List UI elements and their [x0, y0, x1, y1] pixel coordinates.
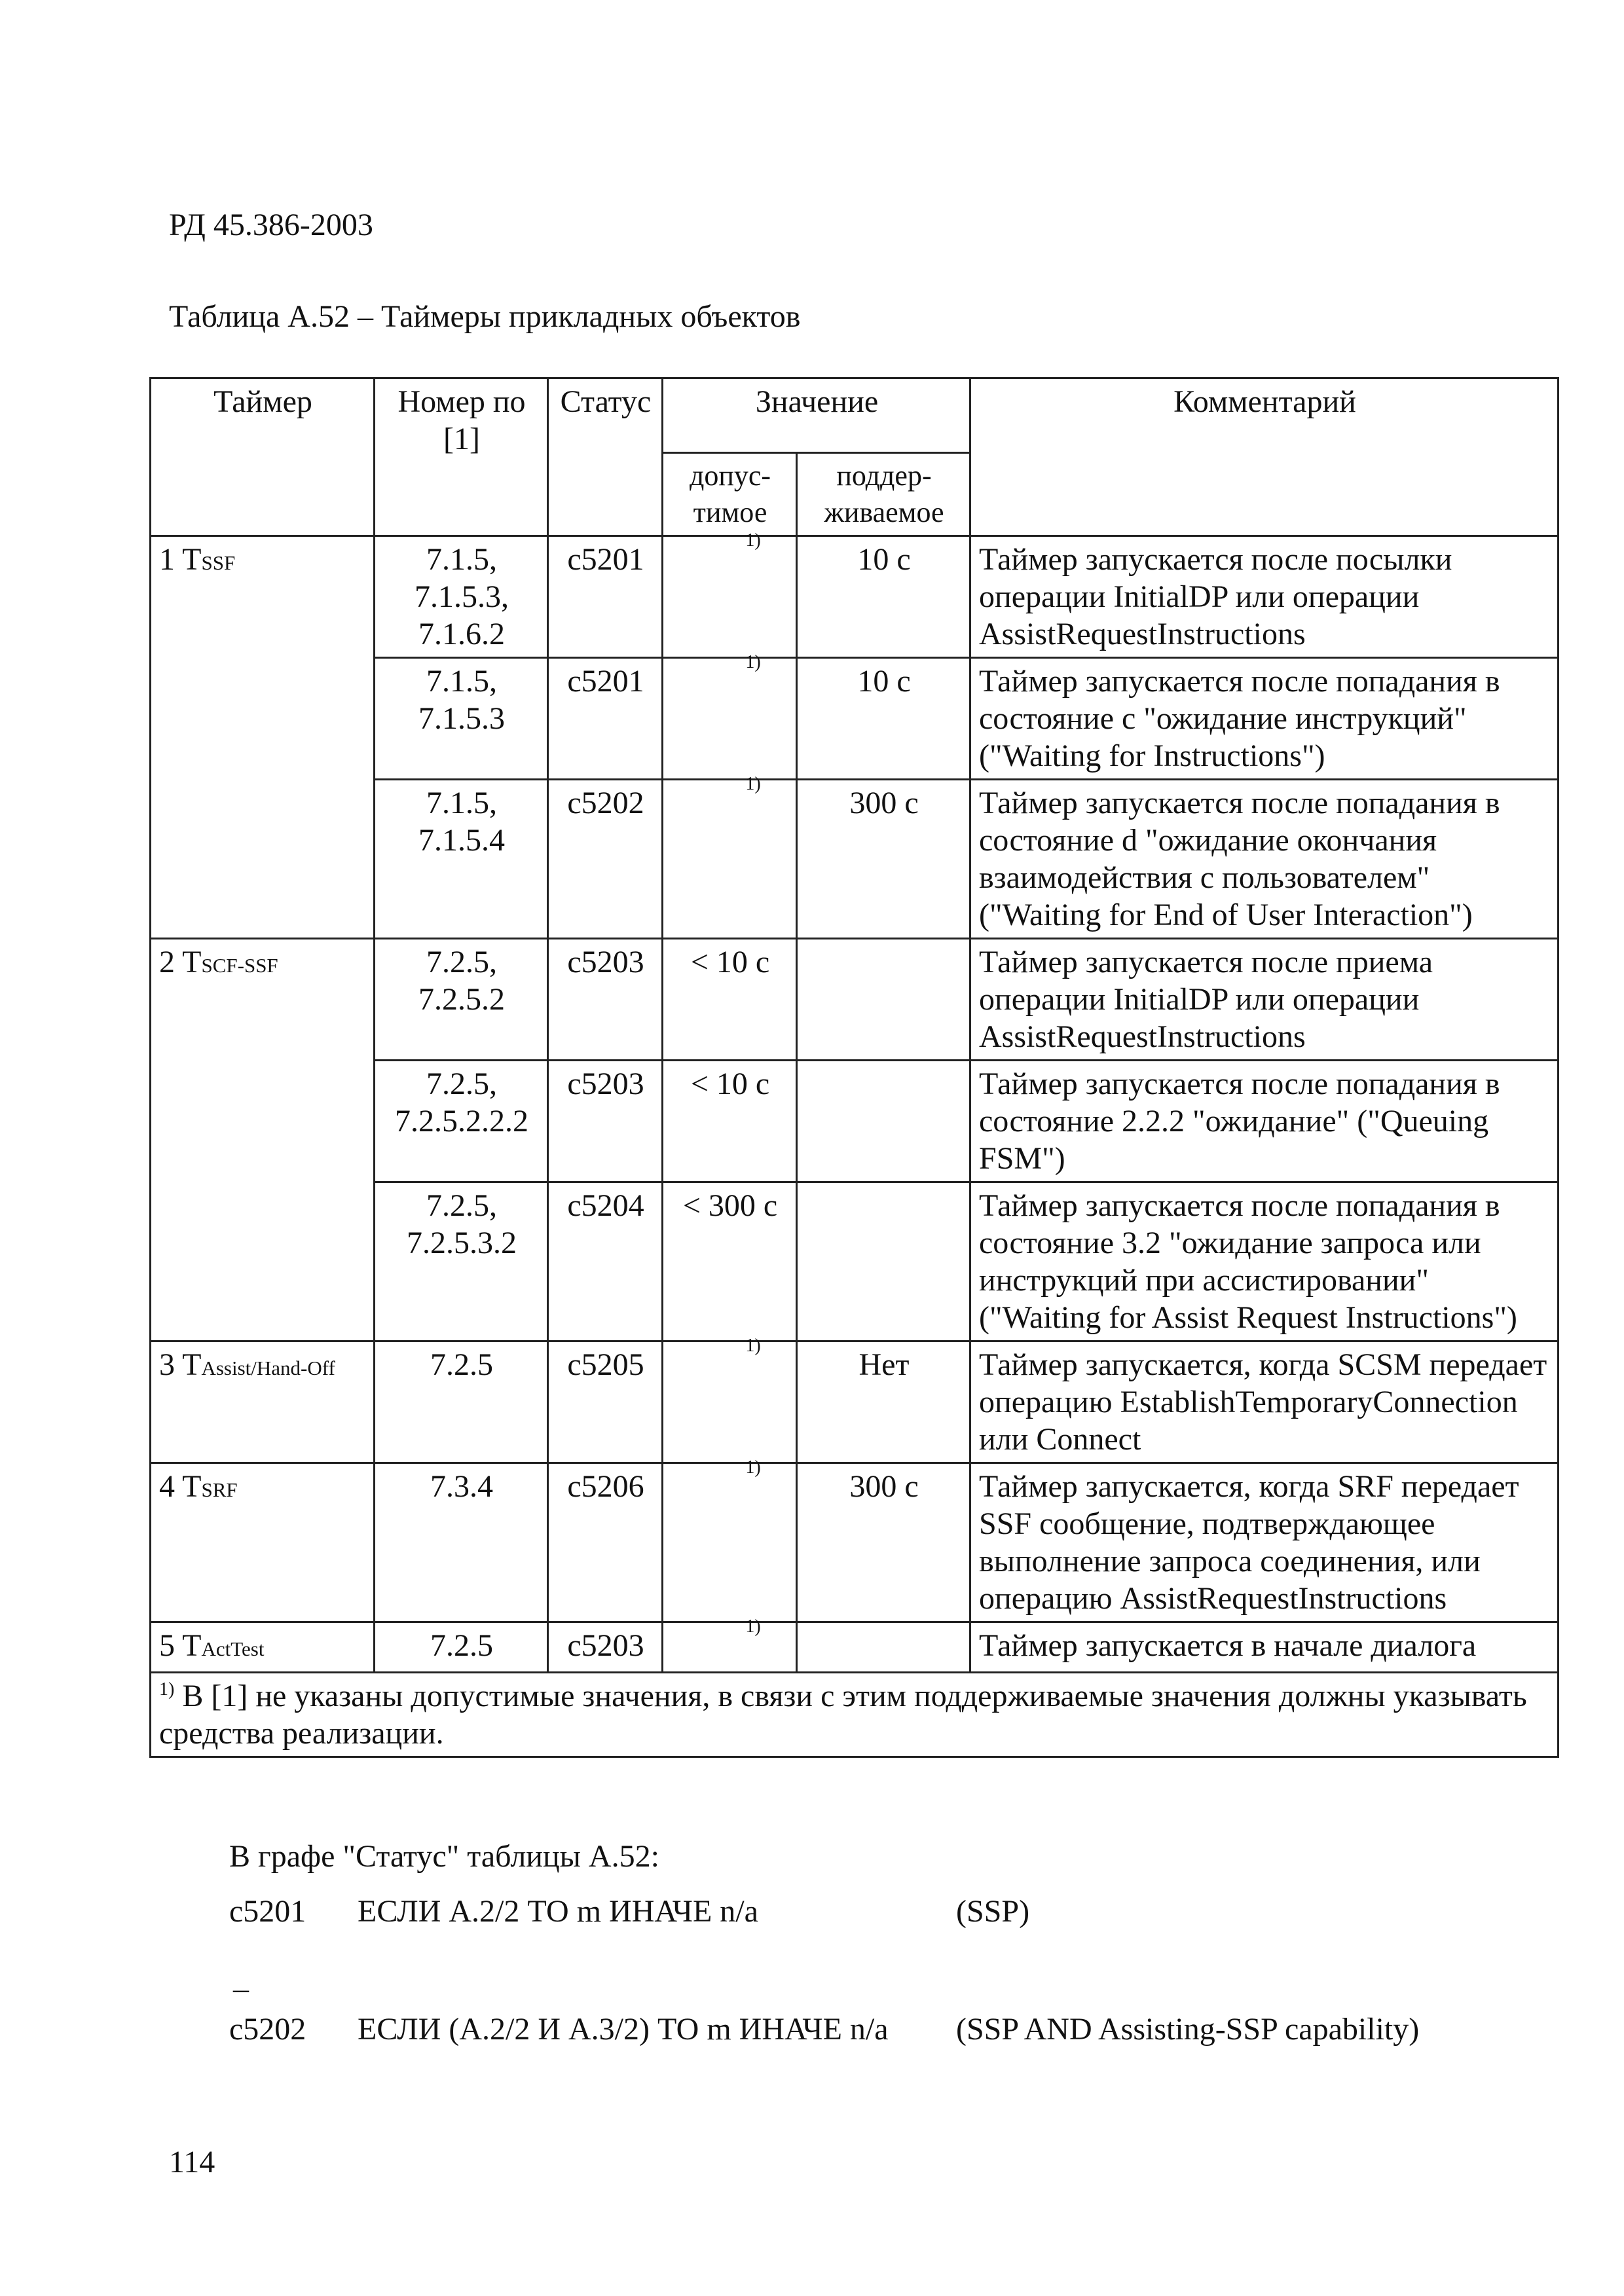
status-expression: ЕСЛИ А.2/2 ТО m ИНАЧЕ n/a — [358, 1894, 758, 1929]
comment-cell: Таймер запускается, когда SCSM передает операцию EstablishTemporaryConnection или Connect — [970, 1341, 1559, 1463]
supported-cell — [797, 1061, 970, 1182]
status-cell: c5202 — [548, 780, 663, 939]
timer-subscript: SCF-SSF — [201, 954, 278, 977]
allowed-cell: < 10 с — [663, 1061, 797, 1182]
timer-number: 5 — [159, 1628, 175, 1663]
allowed-cell: 1) — [663, 780, 797, 939]
comment-cell: Таймер запускается, когда SRF передает SSF сообщение, подтверждающее выполнение запроса соединения, или операцию AssistRequestInstructions — [970, 1463, 1559, 1622]
table-row — [151, 536, 1559, 658]
allowed-cell: 1) — [663, 536, 797, 658]
timer-number: 3 — [159, 1347, 175, 1382]
timer-name-cell — [151, 1341, 375, 1463]
table-row — [151, 1463, 1559, 1622]
ref-cell: 7.2.5, 7.2.5.2.2.2 — [375, 1061, 548, 1182]
allowed-cell: 1) — [663, 658, 797, 780]
status-cell: c5206 — [548, 1463, 663, 1622]
footnote-text: В [1] не указаны допустимые значения, в связи с этим поддерживаемые значения должны указывать средства реализации. — [159, 1679, 1527, 1751]
status-expression: ЕСЛИ (А.2/2 И А.3/2) ТО m ИНАЧЕ n/a — [358, 2012, 889, 2047]
timer-symbol: T — [182, 1628, 202, 1663]
header-value: Значение — [663, 378, 970, 453]
supported-cell — [797, 1182, 970, 1341]
timer-name-cell — [151, 1463, 375, 1622]
timer-number: 4 — [159, 1469, 175, 1504]
timer-symbol: T — [182, 945, 202, 979]
header-ref: Номер по [1] — [375, 378, 548, 536]
timer-name-cell — [151, 1622, 375, 1673]
timer-number: 2 — [159, 945, 175, 979]
supported-cell: 300 с — [797, 780, 970, 939]
header-supported: поддер-живаемое — [797, 453, 970, 536]
ref-cell: 7.2.5, 7.2.5.3.2 — [375, 1182, 548, 1341]
comment-cell: Таймер запускается после приема операции InitialDP или операции AssistRequestInstructions — [970, 939, 1559, 1061]
ref-cell: 7.3.4 — [375, 1463, 548, 1622]
footnote — [151, 1673, 1559, 1757]
comment-cell: Таймер запускается после попадания в состояние с "ожидание инструкций" ("Waiting for Instructions") — [970, 658, 1559, 780]
allowed-cell: 1) — [663, 1341, 797, 1463]
ref-cell: 7.1.5, 7.1.5.4 — [375, 780, 548, 939]
timer-name-cell — [151, 939, 375, 1341]
status-cell: c5201 — [548, 536, 663, 658]
ref-cell: 7.1.5, 7.1.5.3 — [375, 658, 548, 780]
timer-symbol: T — [182, 1347, 202, 1382]
status-code: c5201 — [229, 1894, 306, 1929]
status-cell: c5203 — [548, 939, 663, 1061]
table-row — [151, 1622, 1559, 1673]
timer-name-cell — [151, 536, 375, 939]
timer-number: 1 — [159, 542, 175, 577]
status-cell: c5205 — [548, 1341, 663, 1463]
allowed-cell: 1) — [663, 1463, 797, 1622]
timers-table — [149, 377, 1559, 1758]
allowed-cell: 1) — [663, 1622, 797, 1673]
status-dash: – — [233, 1971, 249, 2006]
page-header: РД 45.386-2003 — [169, 208, 373, 242]
footnote-mark: 1) — [159, 1679, 175, 1700]
status-cell: c5203 — [548, 1622, 663, 1673]
status-cell: c5201 — [548, 658, 663, 780]
supported-cell: Нет — [797, 1341, 970, 1463]
ref-cell: 7.2.5, 7.2.5.2 — [375, 939, 548, 1061]
timer-symbol: T — [182, 542, 202, 577]
status-intro: В графе "Статус" таблицы А.52: — [229, 1839, 659, 1874]
timer-subscript: SRF — [201, 1478, 238, 1501]
comment-cell: Таймер запускается после попадания в состояние 3.2 "ожидание запроса или инструкций при ассистировании" ("Waiting for Assist Request Instructions") — [970, 1182, 1559, 1341]
timer-subscript: ActTest — [201, 1637, 265, 1660]
timer-symbol: T — [182, 1469, 202, 1504]
table-caption: Таблица А.52 – Таймеры прикладных объектов — [169, 299, 801, 334]
supported-cell: 10 с — [797, 536, 970, 658]
status-description: (SSP AND Assisting-SSP capability) — [956, 2012, 1420, 2047]
supported-cell — [797, 1622, 970, 1673]
status-code: c5202 — [229, 2012, 306, 2047]
header-allowed: допус-тимое — [663, 453, 797, 536]
comment-cell: Таймер запускается после попадания в состояние d "ожидание окончания взаимодействия с пользователем" ("Waiting for End of User Interaction") — [970, 780, 1559, 939]
allowed-cell: < 10 с — [663, 939, 797, 1061]
page-number: 114 — [169, 2145, 215, 2179]
table-row — [151, 939, 1559, 1061]
timer-subscript: Assist/Hand-Off — [201, 1357, 335, 1379]
header-status: Статус — [548, 378, 663, 536]
supported-cell: 300 с — [797, 1463, 970, 1622]
ref-cell: 7.2.5 — [375, 1341, 548, 1463]
status-cell: c5203 — [548, 1061, 663, 1182]
ref-cell: 7.1.5, 7.1.5.3, 7.1.6.2 — [375, 536, 548, 658]
status-cell: c5204 — [548, 1182, 663, 1341]
allowed-cell: < 300 с — [663, 1182, 797, 1341]
comment-cell: Таймер запускается после посылки операции InitialDP или операции AssistRequestInstructions — [970, 536, 1559, 658]
status-description: (SSP) — [956, 1894, 1030, 1929]
header-timer: Таймер — [151, 378, 375, 536]
supported-cell: 10 с — [797, 658, 970, 780]
comment-cell: Таймер запускается в начале диалога — [970, 1622, 1559, 1673]
header-comment: Комментарий — [970, 378, 1559, 536]
table-row — [151, 1341, 1559, 1463]
timers-table-body — [151, 530, 1559, 1673]
comment-cell: Таймер запускается после попадания в состояние 2.2.2 "ожидание" ("Queuing FSM") — [970, 1061, 1559, 1182]
timer-subscript: SSF — [201, 551, 236, 574]
ref-cell: 7.2.5 — [375, 1622, 548, 1673]
supported-cell — [797, 939, 970, 1061]
